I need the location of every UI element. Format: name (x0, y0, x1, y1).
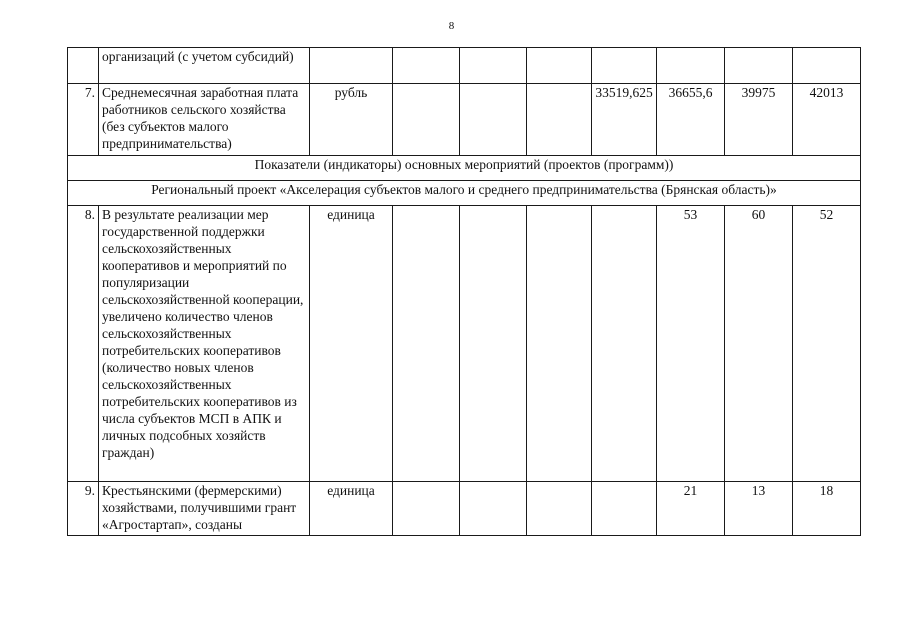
value-cell: 21 (657, 482, 725, 536)
table-row-8 (68, 206, 861, 482)
value-cell (725, 48, 793, 84)
row-number: 7. (68, 84, 99, 156)
value-cell: 18 (793, 482, 861, 536)
unit-cell: рубль (310, 84, 393, 156)
value-cell (592, 206, 657, 482)
value-cell (527, 482, 592, 536)
value-cell: 36655,6 (657, 84, 725, 156)
section-header-indicators: Показатели (индикаторы) основных мероприятий (проектов (программ)) (68, 156, 861, 181)
value-cell (793, 48, 861, 84)
indicators-table (67, 47, 861, 536)
row-number: 8. (68, 206, 99, 482)
value-cell: 52 (793, 206, 861, 482)
value-cell (592, 482, 657, 536)
value-cell (393, 482, 460, 536)
value-cell: 60 (725, 206, 793, 482)
row-number: 9. (68, 482, 99, 536)
table-row-continuation (68, 48, 861, 84)
value-cell: 42013 (793, 84, 861, 156)
section-row-indicators (68, 156, 861, 181)
value-cell: 13 (725, 482, 793, 536)
value-cell (657, 48, 725, 84)
value-cell (393, 206, 460, 482)
row-number (68, 48, 99, 84)
indicator-name: организаций (с учетом субсидий) (99, 48, 310, 84)
value-cell (527, 84, 592, 156)
value-cell (527, 206, 592, 482)
value-cell (460, 48, 527, 84)
page-number: 8 (448, 20, 455, 32)
value-cell (527, 48, 592, 84)
unit-cell: единица (310, 482, 393, 536)
unit-cell (310, 48, 393, 84)
value-cell (393, 84, 460, 156)
table-row-7 (68, 84, 861, 156)
table-row-9 (68, 482, 861, 536)
section-row-regional-project (68, 181, 861, 206)
indicator-name: Крестьянскими (фермерскими) хозяйствами, получившими грант «Агростартап», созданы (99, 482, 310, 536)
value-cell (460, 84, 527, 156)
value-cell (592, 48, 657, 84)
section-header-regional-project: Региональный проект «Акселерация субъектов малого и среднего предпринимательства (Брянская область)» (68, 181, 861, 206)
value-cell: 53 (657, 206, 725, 482)
value-cell (460, 206, 527, 482)
value-cell: 33519,625 (592, 84, 657, 156)
value-cell: 39975 (725, 84, 793, 156)
indicator-name: Среднемесячная заработная плата работников сельского хозяйства (без субъектов малого предпринимательства) (99, 84, 310, 156)
value-cell (460, 482, 527, 536)
value-cell (393, 48, 460, 84)
unit-cell: единица (310, 206, 393, 482)
indicator-name: В результате реализации мер государственной поддержки сельскохозяйственных кооперативов и мероприятий по популяризации сельскохозяйственной кооперации, увеличено количество членов сельскохозяйственных потребительских кооперативов (количество новых членов сельскохозяйственных потребительских кооперативов из числа субъектов МСП в АПК и личных подсобных хозяйств граждан) (99, 206, 310, 482)
